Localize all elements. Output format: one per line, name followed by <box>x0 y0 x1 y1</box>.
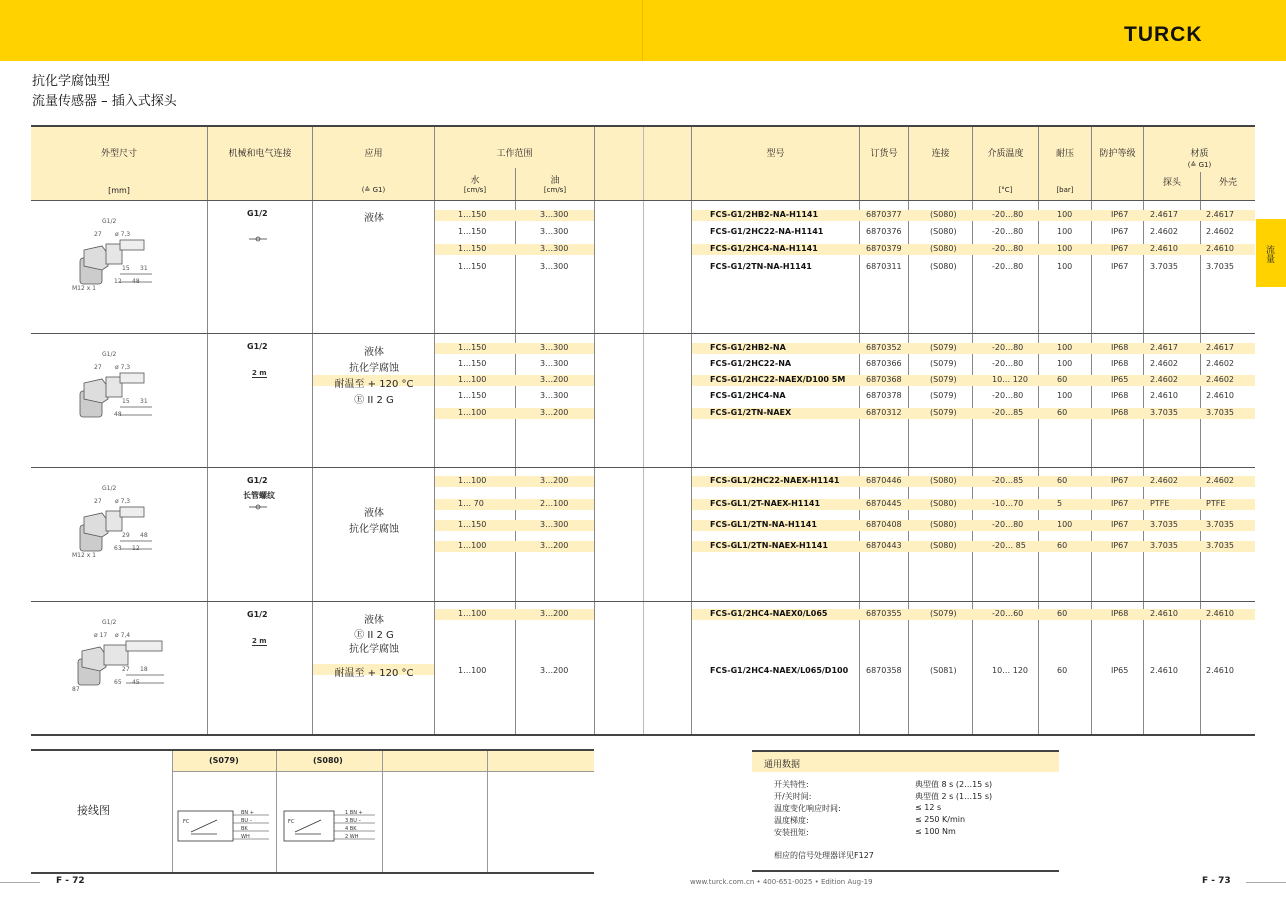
model-number: FCS-G1/2HC22-NAEX/D100 5M <box>710 375 846 384</box>
col-range: 工作范围 <box>496 149 533 159</box>
spec-value: ≤ 12 s <box>915 803 942 812</box>
table-cell: (S080) <box>930 541 957 550</box>
table-cell: 3.7035 <box>1150 520 1178 529</box>
dimension-label: 12 <box>114 278 122 285</box>
table-cell: (S080) <box>930 476 957 485</box>
table-cell: -20…80 <box>992 244 1024 253</box>
table-cell: IP67 <box>1111 476 1129 485</box>
model-number: FCS-G1/2HC22-NA <box>710 359 792 368</box>
group-divider <box>31 333 1255 334</box>
application-text: Ⓔ II 2 G <box>354 630 394 641</box>
table-cell: -20…80 <box>992 262 1024 271</box>
table-cell: 3.7035 <box>1150 541 1178 550</box>
dimension-label: 45 <box>132 679 140 686</box>
table-cell: (S079) <box>930 609 957 618</box>
table-cell: 6870376 <box>866 227 902 236</box>
dimension-label: 27 <box>94 231 102 238</box>
table-cell: -20… 85 <box>992 541 1026 550</box>
model-number: FCS-G1/2HB2-NA-H1141 <box>710 210 819 219</box>
dimension-label: 87 <box>72 686 80 693</box>
table-cell: (S079) <box>930 391 957 400</box>
table-cell: 1…150 <box>458 210 487 219</box>
table-cell: 6870377 <box>866 210 902 219</box>
table-cell: IP68 <box>1111 343 1129 352</box>
table-cell: 1…100 <box>458 476 487 485</box>
column-divider <box>207 127 208 734</box>
table-cell: 6870368 <box>866 375 902 384</box>
col-temp-unit: [°C] <box>998 186 1013 194</box>
table-cell: 100 <box>1057 227 1073 236</box>
col-temp: 介质温度 <box>987 149 1024 159</box>
table-cell: 60 <box>1057 609 1068 618</box>
wire-label: 4 BK <box>345 826 357 832</box>
col-protection: 防护等级 <box>1099 149 1136 159</box>
table-cell: IP68 <box>1111 408 1129 417</box>
dimension-label: 27 <box>94 364 102 371</box>
table-cell: 3…300 <box>540 520 569 529</box>
table-cell: 6870379 <box>866 244 902 253</box>
application-text: Ⓔ II 2 G <box>354 395 394 406</box>
table-cell: 6870445 <box>866 499 902 508</box>
table-cell: 3.7035 <box>1206 408 1234 417</box>
table-cell: 6870311 <box>866 262 902 271</box>
dimension-label: M12 x 1 <box>72 552 96 559</box>
table-cell: 1…150 <box>458 359 487 368</box>
wiring-label: 接线图 <box>77 804 110 817</box>
application-text: 液体 <box>364 213 384 224</box>
turck-logo <box>1124 24 1260 44</box>
table-cell: -20…80 <box>992 343 1024 352</box>
table-cell: (S080) <box>930 499 957 508</box>
table-cell: -20…85 <box>992 476 1024 485</box>
table-cell: 2.4602 <box>1206 359 1234 368</box>
table-cell: 10… 120 <box>992 375 1028 384</box>
page-title-1: 抗化学腐蚀型 <box>32 74 111 89</box>
table-cell: 2.4610 <box>1150 391 1178 400</box>
table-cell: 60 <box>1057 476 1068 485</box>
table-cell: 2.4602 <box>1150 359 1178 368</box>
model-number: FCS-G1/2HC4-NA-H1141 <box>710 244 818 253</box>
group-divider <box>31 467 1255 468</box>
thread-size: G1/2 <box>247 209 268 218</box>
table-cell: 2.4602 <box>1206 476 1234 485</box>
dimension-label: G1/2 <box>102 351 117 358</box>
table-cell: (S079) <box>930 359 957 368</box>
table-cell: 1…150 <box>458 227 487 236</box>
page-number-right: F - 73 <box>1202 876 1231 886</box>
spec-value: 典型值 2 s (1…15 s) <box>915 792 993 801</box>
dimension-label: G1/2 <box>102 485 117 492</box>
table-cell: 3…300 <box>540 391 569 400</box>
table-cell: 2.4602 <box>1150 476 1178 485</box>
table-cell: 100 <box>1057 343 1073 352</box>
table-cell: 1…150 <box>458 520 487 529</box>
wiring-diagram-s079 <box>177 806 272 846</box>
table-cell: (S080) <box>930 210 957 219</box>
table-cell: 60 <box>1057 375 1068 384</box>
spec-label: 温度变化响应时间: <box>774 804 841 813</box>
table-cell: 3…200 <box>540 609 569 618</box>
table-cell: PTFE <box>1150 499 1170 508</box>
table-cell: (S079) <box>930 375 957 384</box>
spec-value: 典型值 8 s (2…15 s) <box>915 780 993 789</box>
application-text: 耐温至 + 120 °C <box>334 379 414 390</box>
group-divider <box>31 601 1255 602</box>
table-cell: 5 <box>1057 499 1063 508</box>
model-number: FCS-G1/2HC4-NAEX/L065/D100 <box>710 666 849 675</box>
dimension-label: 65 <box>114 679 122 686</box>
table-cell: (S079) <box>930 343 957 352</box>
table-cell: 100 <box>1057 359 1073 368</box>
table-cell: 3.7035 <box>1206 262 1234 271</box>
table-cell: 2…100 <box>540 499 569 508</box>
table-cell: 100 <box>1057 262 1073 271</box>
table-cell: -20…80 <box>992 391 1024 400</box>
dimension-label: ø 17 <box>94 632 108 639</box>
table-cell: 6870378 <box>866 391 902 400</box>
table-cell: 2.4610 <box>1150 244 1178 253</box>
dimension-label: 48 <box>114 411 122 418</box>
table-cell: 100 <box>1057 391 1073 400</box>
table-cell: 2.4610 <box>1206 391 1234 400</box>
application-text: 抗化学腐蚀 <box>349 644 399 655</box>
model-number: FCS-G1/2HC22-NA-H1141 <box>710 227 824 236</box>
table-cell: 6870446 <box>866 476 902 485</box>
table-cell: IP65 <box>1111 375 1129 384</box>
table-cell: 2.4610 <box>1206 666 1234 675</box>
wiring-header-s079: (S079) <box>209 756 239 765</box>
table-cell: 6870408 <box>866 520 902 529</box>
table-cell: 2.4617 <box>1150 210 1178 219</box>
table-cell: 1…150 <box>458 244 487 253</box>
dimension-label: M12 x 1 <box>72 285 96 292</box>
table-cell: 6870312 <box>866 408 902 417</box>
table-cell: 2.4610 <box>1206 609 1234 618</box>
wire-label: WH <box>241 834 250 840</box>
column-divider <box>1200 172 1201 734</box>
table-cell: 3.7035 <box>1150 408 1178 417</box>
table-cell: 3.7035 <box>1150 262 1178 271</box>
table-cell: 1…150 <box>458 343 487 352</box>
col-housing: 外壳 <box>1218 178 1237 188</box>
table-cell: 3…200 <box>540 408 569 417</box>
table-cell: (S080) <box>930 520 957 529</box>
table-cell: 100 <box>1057 520 1073 529</box>
thread-size: G1/2 <box>247 610 268 619</box>
sensor-drawing <box>68 481 178 581</box>
table-cell: 3…200 <box>540 541 569 550</box>
footer-contact: www.turck.com.cn • 400-651-0025 • Edition Aug-19 <box>690 878 873 886</box>
table-cell: -20…80 <box>992 210 1024 219</box>
model-number: FCS-G1/2HC4-NA <box>710 391 786 400</box>
dimension-label: ø 7,3 <box>115 498 131 505</box>
dimension-label: 18 <box>140 666 148 673</box>
table-cell: 1…100 <box>458 408 487 417</box>
spec-label: 开关特性: <box>774 780 809 789</box>
table-cell: 6870355 <box>866 609 902 618</box>
dimension-label: 48 <box>140 532 148 539</box>
dimension-label: 27 <box>122 666 130 673</box>
col-probe: 探头 <box>1162 178 1181 188</box>
table-cell: 60 <box>1057 408 1068 417</box>
wire-label: BN + <box>241 810 254 816</box>
dimension-label: 29 <box>122 532 130 539</box>
column-divider <box>594 127 595 734</box>
spec-value: ≤ 100 Nm <box>915 827 956 836</box>
dimension-label: ø 7,3 <box>115 364 131 371</box>
thread-size: G1/2 <box>247 342 268 351</box>
table-cell: 6870358 <box>866 666 902 675</box>
table-cell: 2.4617 <box>1206 343 1234 352</box>
wire-label: 3 BU – <box>345 818 361 824</box>
wire-label: BK <box>241 826 248 832</box>
dimension-label: 15 <box>122 398 130 405</box>
top-banner <box>0 0 1286 61</box>
wiring-section <box>31 749 594 874</box>
table-cell: 2.4602 <box>1150 375 1178 384</box>
wire-label: 2 WH <box>345 834 359 840</box>
table-cell: -20…80 <box>992 359 1024 368</box>
table-cell: IP65 <box>1111 666 1129 675</box>
table-cell: 60 <box>1057 666 1068 675</box>
table-cell: 1…150 <box>458 262 487 271</box>
table-cell: 3…300 <box>540 244 569 253</box>
table-cell: (S080) <box>930 244 957 253</box>
application-text: 液体 <box>364 508 384 519</box>
table-cell: 6870366 <box>866 359 902 368</box>
col-order: 订货号 <box>870 149 898 159</box>
table-cell: PTFE <box>1206 499 1226 508</box>
wiring-divider <box>487 751 488 872</box>
col-material: 材质 <box>1190 149 1209 159</box>
table-cell: IP67 <box>1111 541 1129 550</box>
table-cell: 100 <box>1057 210 1073 219</box>
table-cell: 1…100 <box>458 609 487 618</box>
table-cell: 60 <box>1057 541 1068 550</box>
table-cell: 1… 70 <box>458 499 484 508</box>
table-cell: IP68 <box>1111 609 1129 618</box>
model-number: FCS-GL1/2HC22-NAEX-H1141 <box>710 476 840 485</box>
wire-label: BU – <box>241 818 253 824</box>
application-text: 液体 <box>364 347 384 358</box>
section-tab-label: 流量 <box>1264 245 1274 263</box>
col-water-unit: [cm/s] <box>463 186 487 194</box>
table-cell: 3…300 <box>540 262 569 271</box>
table-cell: 6870352 <box>866 343 902 352</box>
connector-symbol <box>249 504 267 512</box>
sensor-drawing <box>68 347 178 447</box>
brand-text: TURCK <box>1124 24 1203 44</box>
sensor-drawing <box>68 615 178 715</box>
table-cell: 1…100 <box>458 541 487 550</box>
model-number: FCS-G1/2TN-NA-H1141 <box>710 262 812 271</box>
model-number: FCS-GL1/2TN-NA-H1141 <box>710 520 817 529</box>
table-cell: -20…85 <box>992 408 1024 417</box>
col-oil: 油 <box>550 176 560 186</box>
table-cell: 2.4617 <box>1206 210 1234 219</box>
col-model: 型号 <box>766 149 785 159</box>
page-title-2: 流量传感器 – 插入式探头 <box>32 94 177 109</box>
table-cell: 1…150 <box>458 391 487 400</box>
table-cell: -20…80 <box>992 520 1024 529</box>
col-mech: 机械和电气连接 <box>228 149 292 159</box>
table-cell: 3…300 <box>540 359 569 368</box>
table-cell: 3.7035 <box>1206 541 1234 550</box>
application-text: 液体 <box>364 615 384 626</box>
table-cell: 3…300 <box>540 227 569 236</box>
dimension-label: 31 <box>140 398 148 405</box>
wiring-divider <box>172 751 173 872</box>
dimension-label: 48 <box>132 278 140 285</box>
col-water: 水 <box>470 176 480 186</box>
table-cell: 3…200 <box>540 375 569 384</box>
wiring-divider <box>276 751 277 872</box>
spec-label: 温度梯度: <box>774 816 809 825</box>
table-cell: IP67 <box>1111 227 1129 236</box>
wiring-diagram-s080 <box>283 806 378 846</box>
model-number: FCS-G1/2HC4-NAEX0/L065 <box>710 609 828 618</box>
table-cell: (S080) <box>930 227 957 236</box>
column-divider <box>643 127 644 734</box>
fc-label: FC <box>183 819 190 825</box>
table-cell: IP68 <box>1111 391 1129 400</box>
dimension-label: 15 <box>122 265 130 272</box>
table-cell: IP67 <box>1111 499 1129 508</box>
dimension-label: ø 7,3 <box>115 231 131 238</box>
table-cell: 100 <box>1057 244 1073 253</box>
application-text: 抗化学腐蚀 <box>349 524 399 535</box>
col-app: 应用 <box>364 149 383 159</box>
wiring-divider <box>172 771 594 772</box>
table-cell: 3…200 <box>540 476 569 485</box>
dimension-label: G1/2 <box>102 218 117 225</box>
group-divider <box>31 200 1255 201</box>
table-cell: 2.4602 <box>1206 227 1234 236</box>
col-dims-unit: [mm] <box>108 186 130 195</box>
cable-length: 2 m <box>252 369 267 377</box>
wiring-header-s080: (S080) <box>313 756 343 765</box>
table-cell: IP67 <box>1111 520 1129 529</box>
table-cell: (S079) <box>930 408 957 417</box>
wiring-divider <box>382 751 383 872</box>
thread-type: 长管螺纹 <box>243 491 275 500</box>
application-text: 耐温至 + 120 °C <box>334 668 414 679</box>
thread-size: G1/2 <box>247 476 268 485</box>
col-material-sub: (≙ G1) <box>1187 161 1212 169</box>
table-cell: IP67 <box>1111 210 1129 219</box>
table-cell: 2.4617 <box>1150 343 1178 352</box>
table-cell: IP67 <box>1111 244 1129 253</box>
table-cell: 3.7035 <box>1206 520 1234 529</box>
page-fold <box>642 0 643 61</box>
col-app-sub: (≙ G1) <box>361 186 386 194</box>
col-dims: 外型尺寸 <box>100 149 137 159</box>
footer-rule <box>1246 882 1286 883</box>
table-cell: -20…60 <box>992 609 1024 618</box>
table-cell: 2.4610 <box>1150 609 1178 618</box>
general-data-title: 通用数据 <box>764 760 801 770</box>
table-cell: 1…100 <box>458 666 487 675</box>
col-conn: 连接 <box>931 149 950 159</box>
wire-label: 1 BN + <box>345 810 363 816</box>
table-cell: -20…80 <box>992 227 1024 236</box>
model-number: FCS-GL1/2TN-NAEX-H1141 <box>710 541 828 550</box>
table-cell: (S080) <box>930 262 957 271</box>
model-number: FCS-G1/2HB2-NA <box>710 343 786 352</box>
general-note: 相应的信号处理器详见F127 <box>774 851 874 860</box>
spec-value: ≤ 250 K/min <box>915 815 966 824</box>
table-cell: 6870443 <box>866 541 902 550</box>
col-oil-unit: [cm/s] <box>543 186 567 194</box>
spec-label: 开/关时间: <box>774 792 812 801</box>
sensor-drawing <box>68 214 178 314</box>
table-cell: 10… 120 <box>992 666 1028 675</box>
cable-length: 2 m <box>252 637 267 645</box>
table-cell: (S081) <box>930 666 957 675</box>
table-cell: 2.4602 <box>1150 227 1178 236</box>
dimension-label: 27 <box>94 498 102 505</box>
footer-rule <box>0 882 40 883</box>
table-cell: 3…300 <box>540 343 569 352</box>
section-tab[interactable] <box>1256 219 1286 287</box>
dimension-label: 31 <box>140 265 148 272</box>
col-pressure-unit: [bar] <box>1056 186 1074 194</box>
table-cell: 2.4602 <box>1206 375 1234 384</box>
table-cell: IP67 <box>1111 262 1129 271</box>
table-cell: -10…70 <box>992 499 1024 508</box>
general-data-box <box>752 750 1059 872</box>
dimension-label: 63 <box>114 545 122 552</box>
application-text: 抗化学腐蚀 <box>349 363 399 374</box>
table-cell: 2.4610 <box>1206 244 1234 253</box>
spec-label: 安装扭矩: <box>774 828 809 837</box>
table-cell: 2.4610 <box>1150 666 1178 675</box>
connector-symbol <box>249 236 267 244</box>
model-number: FCS-G1/2TN-NAEX <box>710 408 792 417</box>
dimension-label: ø 7,4 <box>115 632 131 639</box>
table-cell: 3…200 <box>540 666 569 675</box>
dimension-label: G1/2 <box>102 619 117 626</box>
model-number: FCS-GL1/2T-NAEX-H1141 <box>710 499 821 508</box>
table-cell: IP68 <box>1111 359 1129 368</box>
fc-label: FC <box>288 819 295 825</box>
table-cell: 1…100 <box>458 375 487 384</box>
table-cell: 3…300 <box>540 210 569 219</box>
col-pressure: 耐压 <box>1055 149 1074 159</box>
page-number-left: F - 72 <box>56 876 85 886</box>
dimension-label: 12 <box>132 545 140 552</box>
